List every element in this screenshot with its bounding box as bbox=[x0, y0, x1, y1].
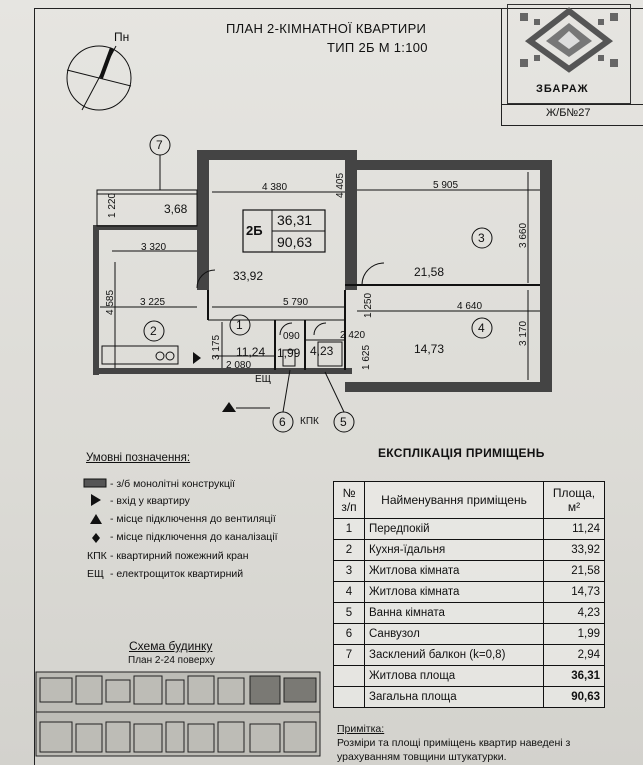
col-area-header: Площа, м² bbox=[544, 482, 605, 519]
legend-kpk-text: - квартирний пожежний кран bbox=[110, 550, 249, 562]
legend-item-ventilation: - місце підключення до вентиляції bbox=[110, 513, 276, 525]
total-area-value: 90,63 bbox=[277, 234, 313, 250]
row-area: 11,24 bbox=[544, 519, 605, 540]
dim-3660: 3 660 bbox=[518, 222, 529, 248]
row-area: 2,94 bbox=[544, 645, 605, 666]
row-area: 4,23 bbox=[544, 603, 605, 624]
row-num: 2 bbox=[334, 540, 365, 561]
col-num-header: № з/п bbox=[334, 482, 365, 519]
dim-2080: 2 080 bbox=[226, 360, 252, 371]
room-marker-3: 3 bbox=[478, 231, 485, 245]
room-marker-1: 1 bbox=[236, 318, 243, 332]
table-row bbox=[334, 561, 605, 582]
legend-item-sewage: - місце підключення до каналізації bbox=[110, 531, 278, 543]
table-row bbox=[334, 645, 605, 666]
scheme-title: Схема будинку bbox=[129, 639, 213, 653]
dim-4380: 4 380 bbox=[262, 182, 288, 193]
table-row bbox=[334, 624, 605, 645]
row-num: 7 bbox=[334, 645, 365, 666]
room-marker-7: 7 bbox=[156, 138, 163, 152]
dim-5790: 5 790 bbox=[283, 297, 309, 308]
dim-090: 090 bbox=[283, 331, 300, 342]
room-marker-2: 2 bbox=[150, 324, 157, 338]
empty-cell bbox=[334, 666, 365, 687]
room-marker-5: 5 bbox=[340, 415, 347, 429]
dim-1250: 1 250 bbox=[363, 292, 374, 318]
dim-1625: 1 625 bbox=[361, 344, 372, 370]
row-name: Передпокій bbox=[365, 519, 544, 540]
living-area-value: 36,31 bbox=[277, 212, 313, 228]
note-title: Примітка: bbox=[337, 723, 385, 735]
row-name: Засклений балкон (k=0,8) bbox=[365, 645, 544, 666]
brand-name: ЗБАРАЖ bbox=[536, 83, 589, 95]
empty-cell bbox=[334, 687, 365, 708]
dim-2420: 2 420 bbox=[340, 330, 366, 341]
row-name: Житлова кімната bbox=[365, 561, 544, 582]
plan-type-scale: ТИП 2Б М 1:100 bbox=[327, 40, 428, 55]
row-name: Кухня-їдальня bbox=[365, 540, 544, 561]
explication-title: ЕКСПЛІКАЦІЯ ПРИМІЩЕНЬ bbox=[378, 446, 545, 460]
room-marker-4: 4 bbox=[478, 321, 485, 335]
row-num: 4 bbox=[334, 582, 365, 603]
legend-title: Умовні позначення: bbox=[86, 452, 191, 464]
explication-table bbox=[333, 481, 605, 708]
table-row bbox=[334, 540, 605, 561]
dim-3170: 3 170 bbox=[518, 320, 529, 346]
esch-label: ЕЩ bbox=[255, 374, 272, 385]
dim-4640: 4 640 bbox=[457, 301, 483, 312]
north-label: Пн bbox=[114, 30, 130, 44]
dim-4405: 4 405 bbox=[335, 172, 346, 198]
row-num: 5 bbox=[334, 603, 365, 624]
dim-3320: 3 320 bbox=[141, 242, 167, 253]
table-row bbox=[334, 519, 605, 540]
row-area: 21,58 bbox=[544, 561, 605, 582]
row-name: Житлова кімната bbox=[365, 582, 544, 603]
row-area: 1,99 bbox=[544, 624, 605, 645]
room-area-1: 11,24 bbox=[236, 345, 266, 359]
row-num: 3 bbox=[334, 561, 365, 582]
room-area-6: 1,99 bbox=[277, 346, 301, 360]
row-num: 1 bbox=[334, 519, 365, 540]
dim-3175: 3 175 bbox=[211, 334, 222, 360]
kpk-label: КПК bbox=[300, 416, 319, 427]
dim-4585: 4 585 bbox=[105, 289, 116, 315]
row-name: Ванна кімната bbox=[365, 603, 544, 624]
row-area: 14,73 bbox=[544, 582, 605, 603]
note-line-1: Розміри та площі приміщень квартир наведені з bbox=[337, 737, 571, 749]
plan-title: ПЛАН 2-КІМНАТНОЇ КВАРТИРИ bbox=[226, 21, 427, 36]
legend-kpk-abbr: КПК bbox=[87, 550, 107, 562]
note-line-2: урахуванням товщини штукатурки. bbox=[337, 751, 507, 763]
table-row bbox=[334, 582, 605, 603]
legend-esch-text: - електрощиток квартирний bbox=[110, 568, 244, 580]
table-row bbox=[334, 603, 605, 624]
row-name: Санвузол bbox=[365, 624, 544, 645]
total-area-total: 90,63 bbox=[544, 687, 605, 708]
building-number: Ж/Б№27 bbox=[546, 107, 591, 119]
room-area-3: 21,58 bbox=[414, 265, 445, 279]
room-area-7: 3,68 bbox=[164, 202, 188, 216]
room-area-4: 14,73 bbox=[414, 342, 445, 356]
total-area-label: Загальна площа bbox=[365, 687, 544, 708]
legend-esch-abbr: ЕЩ bbox=[87, 568, 104, 580]
col-name-header: Найменування приміщень bbox=[365, 482, 544, 519]
row-num: 6 bbox=[334, 624, 365, 645]
room-area-5: 4,23 bbox=[310, 344, 334, 358]
apartment-type: 2Б bbox=[246, 223, 263, 238]
dim-5905: 5 905 bbox=[433, 180, 459, 191]
legend-item-concrete: - з/б монолітні конструкції bbox=[110, 478, 236, 490]
room-marker-6: 6 bbox=[279, 415, 286, 429]
scheme-subtitle: План 2-24 поверху bbox=[128, 655, 215, 666]
dim-3225: 3 225 bbox=[140, 297, 166, 308]
living-area-total: 36,31 bbox=[544, 666, 605, 687]
dim-1220: 1 220 bbox=[107, 192, 118, 218]
room-area-2: 33,92 bbox=[233, 269, 264, 283]
row-area: 33,92 bbox=[544, 540, 605, 561]
living-area-row bbox=[334, 666, 605, 687]
living-area-label: Житлова площа bbox=[365, 666, 544, 687]
total-area-row bbox=[334, 687, 605, 708]
legend-item-entry: - вхід у квартиру bbox=[110, 495, 190, 507]
